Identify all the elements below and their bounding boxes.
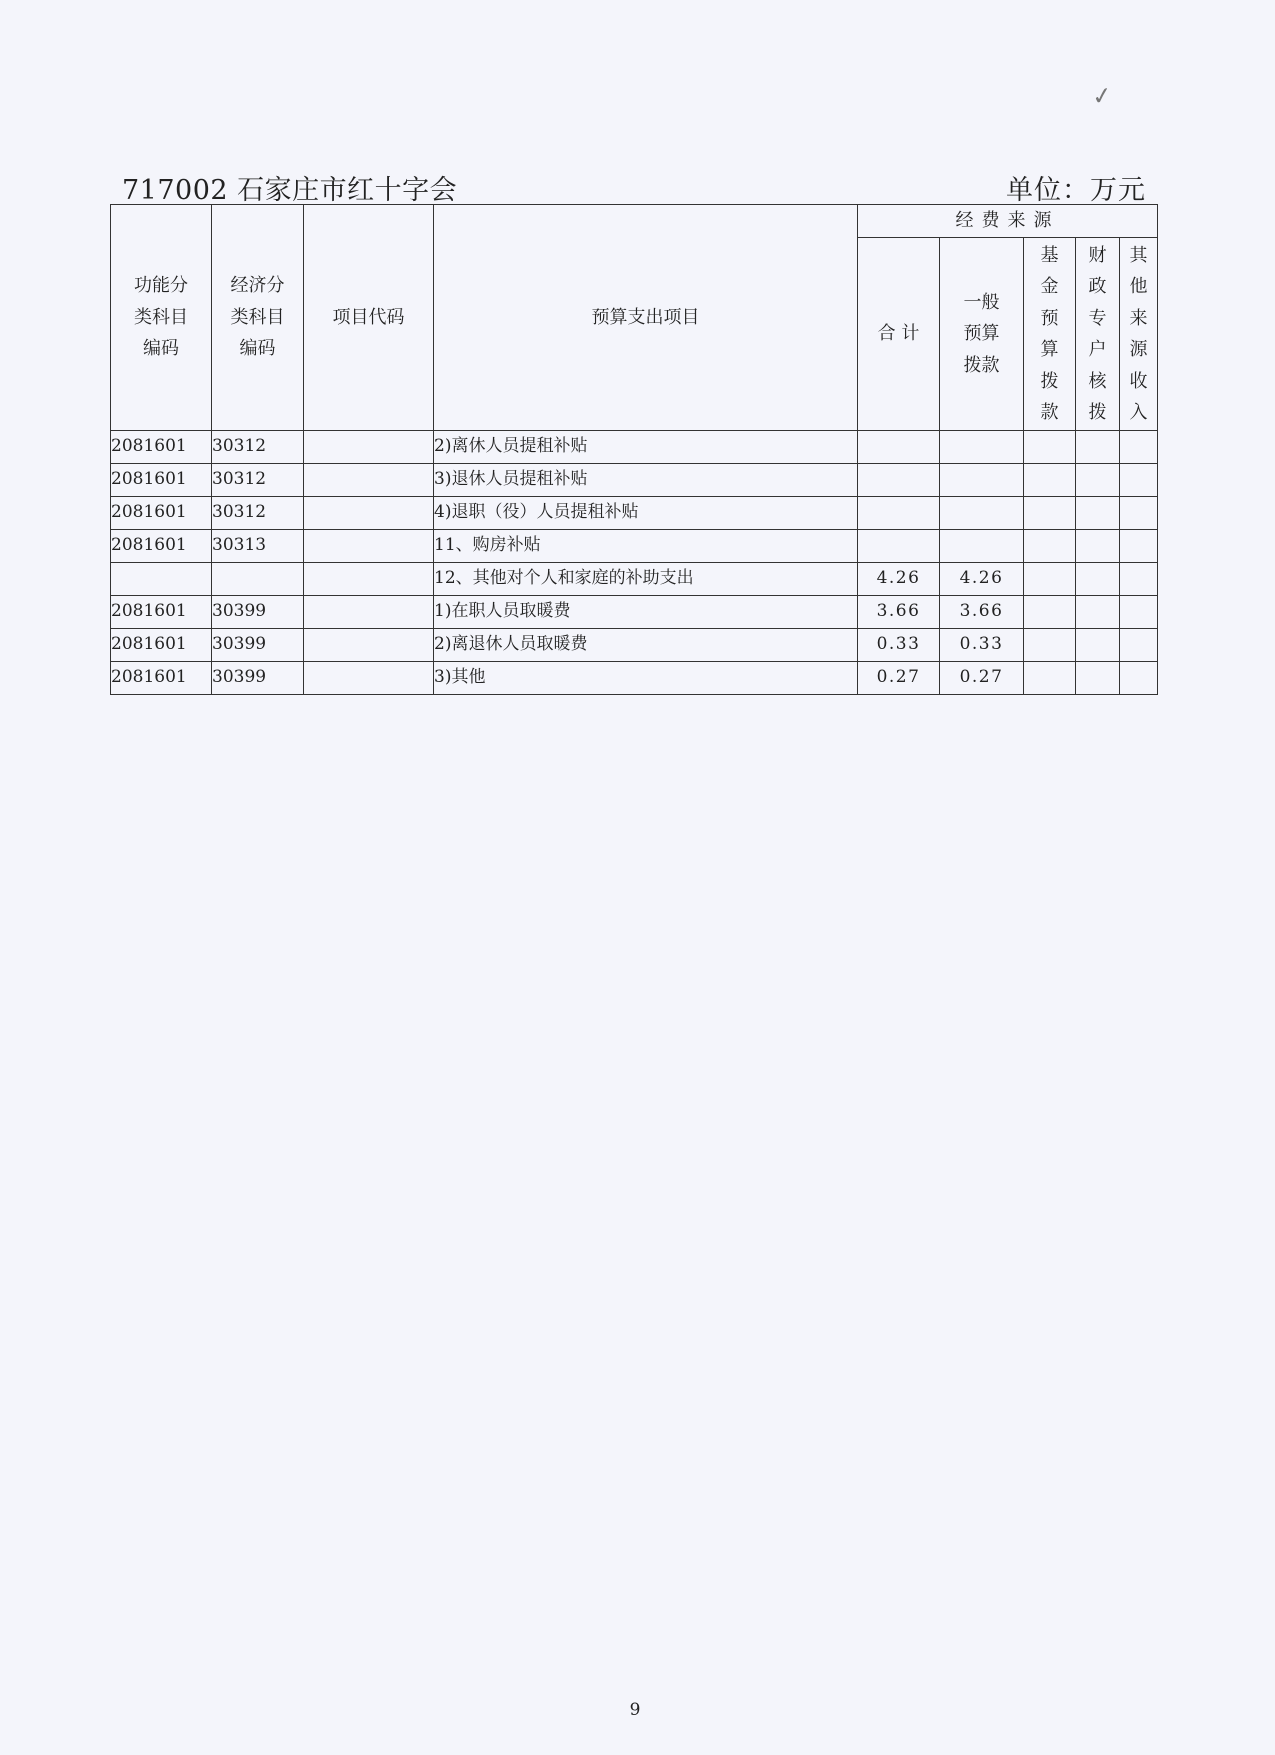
table-row: [111, 629, 1158, 662]
cell-general-budget: [940, 497, 1024, 530]
cell-special-account: [1076, 563, 1120, 596]
cell-econ-code: 30399: [212, 662, 304, 695]
col-total: 合 计: [858, 238, 940, 431]
cell-project-code: [304, 431, 434, 464]
cell-fund-budget: [1024, 431, 1076, 464]
cell-other-income: [1120, 662, 1158, 695]
cell-fund-budget: [1024, 464, 1076, 497]
cell-budget-item: 4)退职（役）人员提租补贴: [434, 497, 858, 530]
cell-special-account: [1076, 497, 1120, 530]
cell-econ-code: 30399: [212, 629, 304, 662]
cell-project-code: [304, 596, 434, 629]
cell-budget-item: 3)退休人员提租补贴: [434, 464, 858, 497]
cell-budget-item: 1)在职人员取暖费: [434, 596, 858, 629]
cell-econ-code: 30312: [212, 497, 304, 530]
cell-econ-code: 30399: [212, 596, 304, 629]
cell-func-code: 2081601: [111, 497, 212, 530]
col-econ-code: 经济分 类科目 编码: [212, 205, 304, 431]
cell-general-budget: 0.27: [940, 662, 1024, 695]
budget-table: [110, 204, 1158, 695]
cell-fund-budget: [1024, 596, 1076, 629]
cell-econ-code: 30312: [212, 431, 304, 464]
cell-budget-item: 2)离退休人员取暖费: [434, 629, 858, 662]
cell-econ-code: 30313: [212, 530, 304, 563]
cell-total: 0.27: [858, 662, 940, 695]
col-project-code: 项目代码: [304, 205, 434, 431]
cell-econ-code: 30312: [212, 464, 304, 497]
cell-other-income: [1120, 464, 1158, 497]
cell-total: 3.66: [858, 596, 940, 629]
cell-project-code: [304, 563, 434, 596]
unit-label: 单位：万元: [1006, 175, 1146, 206]
cell-project-code: [304, 497, 434, 530]
cell-other-income: [1120, 530, 1158, 563]
cell-fund-budget: [1024, 629, 1076, 662]
cell-special-account: [1076, 662, 1120, 695]
cell-total: 4.26: [858, 563, 940, 596]
cell-func-code: 2081601: [111, 662, 212, 695]
cell-special-account: [1076, 530, 1120, 563]
cell-general-budget: 0.33: [940, 629, 1024, 662]
col-other-income: 其 他 来 源 收 入: [1120, 238, 1158, 431]
cell-fund-budget: [1024, 497, 1076, 530]
cell-func-code: 2081601: [111, 596, 212, 629]
cell-other-income: [1120, 596, 1158, 629]
table-row: [111, 497, 1158, 530]
cell-special-account: [1076, 596, 1120, 629]
col-fund-budget: 基 金 预 算 拨 款: [1024, 238, 1076, 431]
cell-budget-item: 2)离休人员提租补贴: [434, 431, 858, 464]
cell-func-code: 2081601: [111, 431, 212, 464]
cell-fund-budget: [1024, 563, 1076, 596]
cell-general-budget: [940, 431, 1024, 464]
document-header: [110, 168, 1146, 206]
cell-econ-code: [212, 563, 304, 596]
table-row: [111, 530, 1158, 563]
cell-total: [858, 497, 940, 530]
cell-general-budget: [940, 464, 1024, 497]
table-row: [111, 431, 1158, 464]
cell-budget-item: 11、购房补贴: [434, 530, 858, 563]
col-special-account: 财 政 专 户 核 拨: [1076, 238, 1120, 431]
col-group-funding-source: 经费来源: [858, 205, 1158, 238]
cell-project-code: [304, 464, 434, 497]
cell-general-budget: 3.66: [940, 596, 1024, 629]
col-budget-item: 预算支出项目: [434, 205, 858, 431]
cell-special-account: [1076, 431, 1120, 464]
cell-func-code: 2081601: [111, 530, 212, 563]
col-func-code: 功能分 类科目 编码: [111, 205, 212, 431]
cell-total: [858, 530, 940, 563]
cell-total: 0.33: [858, 629, 940, 662]
cell-func-code: 2081601: [111, 464, 212, 497]
cell-project-code: [304, 530, 434, 563]
table-row: [111, 596, 1158, 629]
cell-other-income: [1120, 431, 1158, 464]
cell-fund-budget: [1024, 530, 1076, 563]
check-mark: ✓: [1090, 80, 1114, 112]
cell-budget-item: 3)其他: [434, 662, 858, 695]
cell-general-budget: 4.26: [940, 563, 1024, 596]
col-general-budget: 一般 预算 拨款: [940, 238, 1024, 431]
table-row: [111, 662, 1158, 695]
cell-total: [858, 464, 940, 497]
cell-special-account: [1076, 464, 1120, 497]
org-title: 717002 石家庄市红十字会: [122, 175, 458, 206]
cell-project-code: [304, 662, 434, 695]
cell-fund-budget: [1024, 662, 1076, 695]
cell-func-code: [111, 563, 212, 596]
cell-project-code: [304, 629, 434, 662]
budget-rows: [111, 431, 1158, 695]
table-row: [111, 464, 1158, 497]
table-row: [111, 563, 1158, 596]
cell-total: [858, 431, 940, 464]
page-number: 9: [629, 1700, 641, 1720]
cell-other-income: [1120, 563, 1158, 596]
cell-general-budget: [940, 530, 1024, 563]
cell-func-code: 2081601: [111, 629, 212, 662]
cell-other-income: [1120, 497, 1158, 530]
cell-special-account: [1076, 629, 1120, 662]
cell-other-income: [1120, 629, 1158, 662]
cell-budget-item: 12、其他对个人和家庭的补助支出: [434, 563, 858, 596]
